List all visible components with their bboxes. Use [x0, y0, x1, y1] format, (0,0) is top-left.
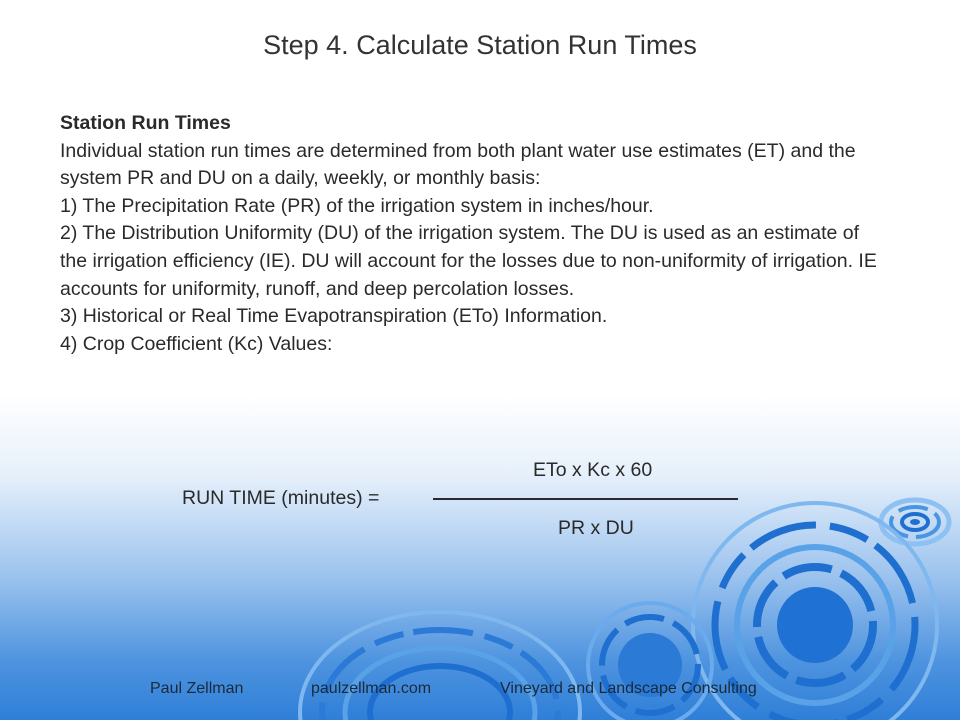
- section-heading: Station Run Times: [60, 112, 231, 134]
- paragraph-intro: Individual station run times are determined from both plant water use estimates (ET) and the system PR and DU on a daily, weekly, or monthly basis:: [60, 139, 856, 190]
- footer-company: Vineyard and Landscape Consulting: [500, 680, 757, 697]
- footer-website: paulzellman.com: [311, 680, 432, 697]
- formula-numerator: ETo x Kc x 60: [533, 459, 653, 481]
- ripple-large-left: [300, 612, 580, 720]
- list-item-pr: 1) The Precipitation Rate (PR) of the irrigation system in inches/hour.: [60, 194, 654, 217]
- footer-author: Paul Zellman: [150, 680, 244, 697]
- formula-lhs: RUN TIME (minutes) =: [182, 487, 380, 509]
- formula-denominator: PR x DU: [558, 517, 634, 539]
- ripple-medium: [588, 603, 712, 720]
- list-item-eto: 3) Historical or Real Time Evapotranspiration (ETo) Information.: [60, 305, 608, 328]
- list-item-kc: 4) Crop Coefficient (Kc) Values:: [60, 332, 333, 355]
- list-item-du: 2) The Distribution Uniformity (DU) of the irrigation system. The DU is used as an estimate of the irrigation efficiency (IE). DU will account for the losses due to non-uniformity of irrigation. IE accounts for uniformity, runoff, and deep percolation losses.: [60, 222, 877, 300]
- ripple-icon-small: [881, 500, 949, 544]
- body-text: [60, 110, 880, 358]
- slide-title: Step 4. Calculate Station Run Times: [263, 30, 697, 60]
- formula-fraction-bar: [433, 498, 738, 500]
